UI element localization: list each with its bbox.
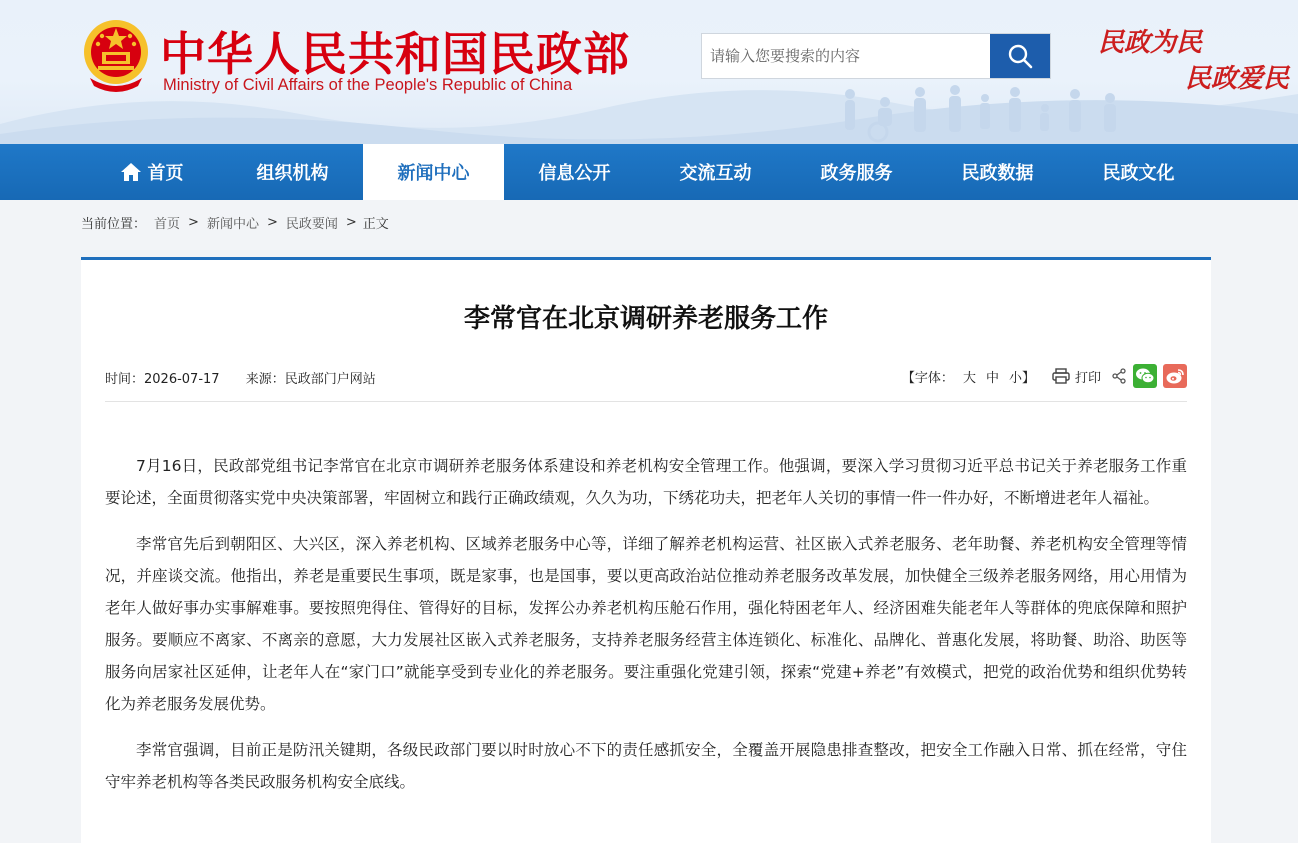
article-meta	[105, 368, 398, 387]
breadcrumb-civil-news-link[interactable]: 民政要闻	[285, 217, 338, 232]
nav-item-organization[interactable]: 组织机构	[256, 163, 329, 184]
nav-item-news-center[interactable]: 新闻中心	[363, 144, 504, 200]
search-button[interactable]	[990, 34, 1050, 78]
search-bar	[701, 33, 1051, 79]
breadcrumb-prefix: 当前位置：	[81, 217, 147, 232]
national-emblem-icon[interactable]	[80, 16, 152, 94]
article-paragraph: 7月16日，民政部党组书记李常官在北京市调研养老服务体系建设和养老机构安全管理工作。他强调，要深入学习贯彻习近平总书记关于养老服务工作重要论述，全面贯彻落实党中央决策部署，牢固树立和践行正确政绩观，久久为功，下绣花功夫，把老年人关切的事情一件一件办好，不断增进老年人福祉。	[105, 457, 1187, 507]
font-size-label: 【字体：	[901, 370, 954, 386]
article-title: 李常官在北京调研养老服务工作	[463, 304, 828, 334]
main-navigation	[0, 144, 1298, 200]
elderly-people-illustration	[830, 84, 1150, 144]
breadcrumb-separator: >	[266, 215, 278, 230]
article-source: 来源：民政部门户网站	[245, 372, 376, 387]
slogan-top: 民政为民	[1098, 28, 1203, 58]
print-icon	[1052, 368, 1070, 384]
nav-item-interaction[interactable]: 交流互动	[679, 163, 752, 184]
font-size-small-button[interactable]: 小】	[1008, 370, 1035, 386]
site-header	[0, 0, 1298, 144]
article-tools	[902, 364, 1187, 388]
breadcrumb-separator: >	[345, 215, 357, 230]
nav-item-info-disclosure[interactable]: 信息公开	[538, 163, 611, 184]
weibo-icon[interactable]	[1163, 364, 1187, 388]
meta-divider	[105, 401, 1187, 402]
breadcrumb-separator: >	[188, 215, 199, 230]
publish-time: 时间：2026-07-17	[105, 372, 220, 387]
breadcrumb-home-link[interactable]: 首页	[154, 217, 181, 232]
nav-item-label: 首页	[147, 163, 184, 184]
print-button[interactable]	[1052, 367, 1101, 386]
share-icon[interactable]	[1111, 368, 1127, 384]
nav-item-civil-data[interactable]: 民政数据	[961, 163, 1034, 184]
slogan-bottom: 民政爱民	[1185, 64, 1290, 94]
font-size-large-button[interactable]: 大	[962, 370, 976, 386]
print-label: 打印	[1074, 370, 1101, 386]
font-size-medium-button[interactable]: 中	[985, 370, 999, 386]
site-title-chinese[interactable]: 中华人民共和国民政部	[160, 27, 630, 81]
nav-item-civil-culture[interactable]: 民政文化	[1102, 163, 1175, 184]
nav-item-government-services[interactable]: 政务服务	[820, 163, 893, 184]
home-icon	[120, 162, 142, 182]
nav-item-home[interactable]	[81, 144, 222, 200]
wechat-icon[interactable]	[1133, 364, 1157, 388]
article-paragraph: 李常官先后到朝阳区、大兴区，深入养老机构、区域养老服务中心等，详细了解养老机构运营、社区嵌入式养老服务、老年助餐、养老机构安全管理等情况，并座谈交流。他指出，养老是重要民生事项，既是家事，也是国事，要以更高政治站位推动养老服务改革发展，加快健全三级养老服务网络，用心用情为老年人做好事办实事解难事。要按照兜得住、管得好的目标，发挥公办养老机构压舱石作用，强化特困老年人、经济困难失能老年人等群体的兜底保障和照护服务。要顺应不离家、不离亲的意愿，大力发展社区嵌入式养老服务，支持养老服务经营主体连锁化、标准化、品牌化、普惠化发展，将助餐、助浴、助医等服务向居家社区延伸，让老年人在“家门口”就能享受到专业化的养老服务。要注重强化党建引领，探索“党建+养老”有效模式，把党的政治优势和组织优势转化为养老服务发展优势。	[105, 535, 1187, 713]
site-title-english[interactable]: Ministry of Civil Affairs of the People's Republic of China	[163, 76, 573, 94]
breadcrumb-current: 正文	[362, 217, 389, 232]
search-icon	[1007, 43, 1033, 69]
search-input[interactable]	[702, 34, 990, 78]
article-body	[105, 450, 1187, 812]
breadcrumb	[81, 213, 389, 232]
article-card	[81, 257, 1211, 843]
article-paragraph: 李常官强调，目前正是防汛关键期，各级民政部门要以时时放心不下的责任感抓安全，全覆盖开展隐患排查整改，把安全工作融入日常、抓在经常，守住守牢养老机构等各类民政服务机构安全底线。	[105, 741, 1187, 791]
breadcrumb-news-center-link[interactable]: 新闻中心	[206, 217, 259, 232]
